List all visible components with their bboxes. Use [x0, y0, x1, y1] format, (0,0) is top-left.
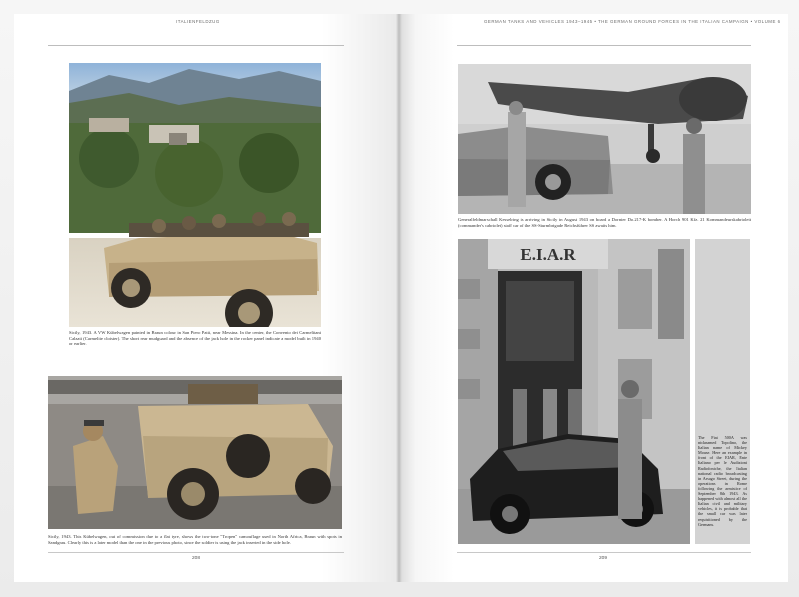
- right-head-rule: [457, 45, 751, 46]
- left-foot-rule: [48, 552, 344, 553]
- eiar-sign: E.I.A.R: [520, 245, 576, 264]
- left-top-photo: [69, 63, 321, 327]
- left-page-number: 208: [192, 556, 201, 561]
- right-top-photo: [458, 64, 751, 214]
- right-running-head: GERMAN TANKS AND VEHICLES 1943–1945 • THE GERMAN GROUND FORCES IN THE ITALIAN CAMPAIGN • VOLUME 6: [484, 19, 781, 24]
- left-top-caption: Sicily, 1943. A VW Kübelwagen painted in Braun colour in San Piero Patti, near Messina. In the center, the Convento dei Carmelitani Calzati (Carmelite cloister). The short rear mudguard and the absence of the jack hole in the rocker panel indicate a model built in 1940 or earlier.: [69, 330, 321, 347]
- left-running-head: ITALIENFELDZUG: [176, 19, 220, 24]
- left-bottom-photo: [48, 376, 342, 529]
- left-head-rule: [48, 45, 344, 46]
- right-top-caption: Generalfeldmarschall Kesselring is arriving in Sicily in August 1943 on board a Dornier Do.217-K bomber. A Horch 901 Kfz. 21 Kommandeurskabriolett (commander's cabriolet) staff car of the SS-Sturmbrigade Reichsführer SS awaits him.: [458, 217, 751, 228]
- right-page-number: 209: [599, 556, 608, 561]
- side-note-box: [695, 239, 750, 544]
- right-bottom-photo: [458, 239, 690, 544]
- book-gutter: [396, 14, 402, 582]
- right-foot-rule: [457, 552, 751, 553]
- side-note-text: The Fiat 500A was nicknamed Topolino, the Italian name of Mickey Mouse. Here an example in front of the EIAR, Ente Italiano per le Audizioni Radiofoniche, the Italian national radio broadcasting in Arsago Street, during the operations in Rome following the armistice of September 8th 1943. As happened with almost all the Italian civil and military vehicles, it is probable that the small car was later requisitioned by the Germans.: [698, 435, 747, 527]
- left-bottom-caption: Sicily, 1943. This Kübelwagen, out of commission due to a flat tyre, shows the two-tone "Tropen" camouflage used in North Africa, Braun with spots in Sandgrau. Clearly this is a later model than the one in the previous photo, since the soldier is using the jack inserted in the side hole.: [48, 534, 342, 545]
